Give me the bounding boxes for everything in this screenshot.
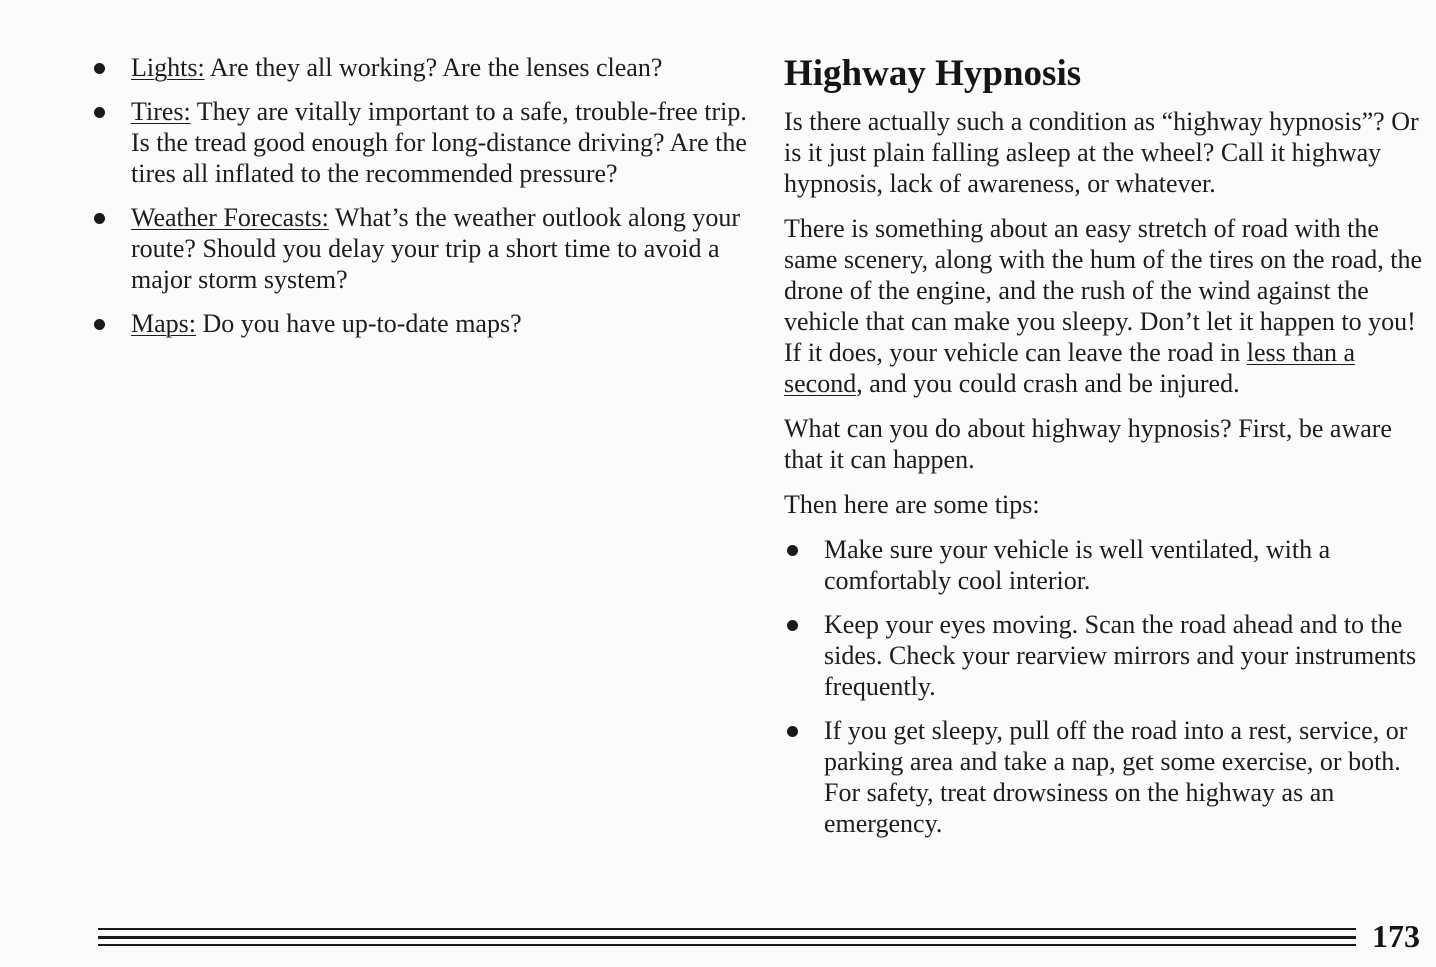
tip-item — [784, 609, 1429, 702]
item-text: They are vitally important to a safe, trouble-free trip. Is the tread good enough for long-distance driving? Are the tires all inflated to the recommended pressure? — [131, 97, 747, 188]
paragraph-tips-intro: Then here are some tips: — [784, 490, 1040, 519]
item-term: Weather Forecasts: — [131, 203, 329, 232]
section-title: Highway Hypnosis — [784, 53, 1082, 94]
list-item-maps — [88, 308, 748, 339]
page-number: 173 — [1372, 918, 1420, 954]
tip-text: If you get sleepy, pull off the road into a rest, service, or parking area and take a nap, get some exercise, or both. For safety, treat drowsiness on the highway as an emergency. — [824, 716, 1408, 838]
list-item-tires — [88, 96, 748, 189]
item-term: Lights: — [131, 53, 205, 82]
item-text: Are they all working? Are the lenses clean? — [204, 53, 663, 82]
bullet-icon — [787, 726, 798, 737]
tip-item — [784, 534, 1429, 596]
bullet-icon — [787, 545, 798, 556]
bullet-icon — [94, 213, 105, 224]
tip-text: Make sure your vehicle is well ventilated, with a comfortably cool interior. — [824, 535, 1331, 595]
paragraph-text: There is something about an easy stretch of road with the same scenery, along with the hum of the tires on the road, the drone of the engine, and the rush of the wind against the vehicle that can make you sleepy. Don’t let it happen to you! If it does, your vehicle can leave the road in — [784, 214, 1423, 367]
item-text: What’s the weather outlook along your route? Should you delay your trip a short time to avoid a major storm system? — [131, 203, 740, 294]
paragraph-advice: What can you do about highway hypnosis? First, be aware that it can happen. — [784, 414, 1392, 474]
paragraph-description — [784, 213, 1429, 399]
left-column — [88, 52, 748, 352]
list-item-lights — [88, 52, 748, 83]
bullet-icon — [787, 620, 798, 631]
item-term: Tires: — [131, 97, 191, 126]
footer-rule — [98, 944, 1356, 946]
footer-rule — [98, 928, 1356, 930]
footer-rule — [98, 936, 1356, 939]
bullet-icon — [94, 63, 105, 74]
list-item-weather-forecasts — [88, 202, 748, 295]
emphasis-text: less than a second — [784, 338, 1356, 398]
paragraph-intro: Is there actually such a condition as “highway hypnosis”? Or is it just plain falling asleep at the wheel? Call it highway hypnosis, lack of awareness, or whatever. — [784, 107, 1419, 198]
tip-item — [784, 715, 1429, 839]
right-column — [784, 50, 1429, 852]
item-text: Do you have up-to-date maps? — [196, 309, 522, 338]
paragraph-text: , and you could crash and be injured. — [856, 369, 1240, 398]
tip-text: Keep your eyes moving. Scan the road ahead and to the sides. Check your rearview mirrors and your instruments frequently. — [824, 610, 1417, 701]
bullet-icon — [94, 107, 105, 118]
bullet-icon — [94, 319, 105, 330]
item-term: Maps: — [131, 309, 196, 338]
